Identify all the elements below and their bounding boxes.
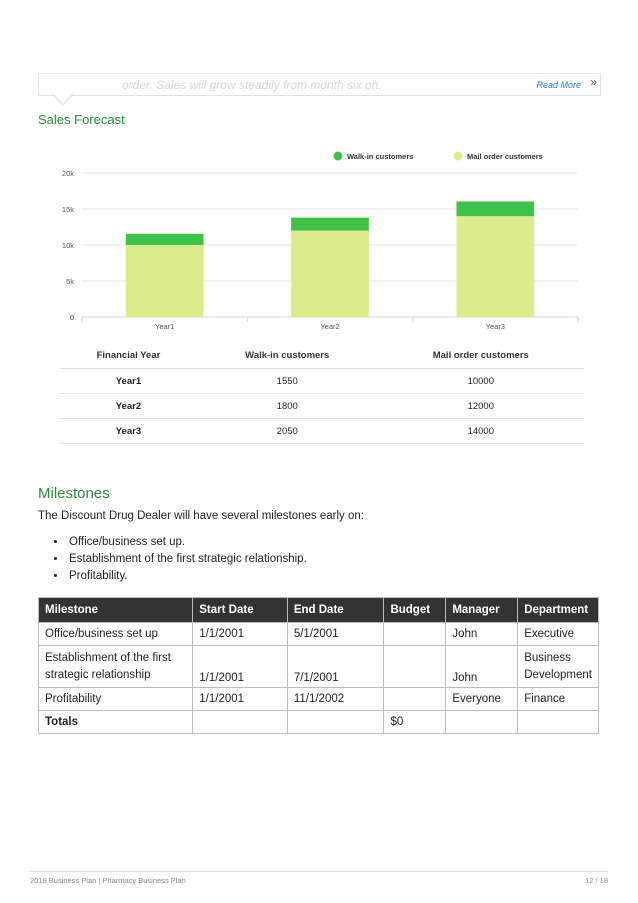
page-number: 12 / 18 — [585, 876, 608, 885]
y-tick-label: 5k — [66, 277, 74, 286]
milestones-title: Milestones — [38, 485, 110, 502]
department-header: Department — [518, 598, 599, 623]
forecast-cell: 1800 — [197, 394, 378, 419]
budget-cell — [384, 623, 446, 646]
milestones-intro: The Discount Drug Dealer will have several milestones early on: — [38, 510, 364, 522]
department-cell: Finance — [518, 688, 599, 711]
table-row — [60, 394, 584, 419]
bar-walk-in — [456, 201, 534, 216]
end-date-cell: 5/1/2001 — [287, 623, 384, 646]
forecast-cell: 14000 — [378, 419, 584, 444]
forecast-cell: 2050 — [197, 419, 378, 444]
footer-title: 2019 Business Plan | Pharmacy Business Plan — [30, 876, 186, 885]
forecast-header-year: Financial Year — [60, 342, 197, 369]
totals-row — [39, 711, 599, 734]
table-row — [60, 419, 584, 444]
start-date-header: Start Date — [193, 598, 288, 623]
start-date-cell: 1/1/2001 — [193, 688, 288, 711]
sales-forecast-chart — [30, 140, 590, 340]
table-row — [39, 646, 599, 688]
faded-preview-text: order. Sales will grow steadily from month six on. — [122, 78, 382, 92]
totals-budget: $0 — [384, 711, 446, 734]
list-item: • Profitability. — [67, 568, 307, 585]
y-tick-label: 20k — [61, 169, 74, 178]
legend-label: Walk-in customers — [347, 152, 414, 161]
legend-swatch — [454, 152, 463, 161]
department-cell: Business Development — [518, 646, 599, 688]
forecast-cell: 10000 — [378, 369, 584, 394]
bar-mail-order — [126, 245, 204, 317]
list-item: • Office/business set up. — [67, 534, 307, 551]
manager-cell: Everyone — [446, 688, 518, 711]
table-row — [39, 688, 599, 711]
forecast-cell: 1550 — [197, 369, 378, 394]
totals-label: Totals — [39, 711, 193, 734]
double-chevron-down-icon[interactable]: » — [590, 75, 597, 89]
milestone-cell: Office/business set up — [39, 623, 193, 646]
bar-walk-in — [126, 234, 204, 245]
y-tick-label: 0 — [69, 313, 74, 322]
y-tick-label: 15k — [61, 205, 74, 214]
start-date-cell: 1/1/2001 — [193, 623, 288, 646]
forecast-cell: Year1 — [60, 369, 197, 394]
start-date-cell: 1/1/2001 — [193, 646, 288, 688]
x-tick-label: Year1 — [155, 322, 175, 331]
milestone-cell: Establishment of the first strategic relationship — [39, 646, 193, 688]
end-date-cell: 11/1/2002 — [287, 688, 384, 711]
list-item: • Establishment of the first strategic relationship. — [67, 551, 307, 568]
manager-header: Manager — [446, 598, 518, 623]
forecast-table — [60, 342, 584, 444]
read-more-link[interactable]: Read More — [536, 80, 581, 90]
budget-cell — [384, 688, 446, 711]
x-tick-label: Year2 — [320, 322, 340, 331]
forecast-cell: Year3 — [60, 419, 197, 444]
end-date-header: End Date — [287, 598, 384, 623]
forecast-header-walkin: Walk-in customers — [197, 342, 378, 369]
sales-forecast-title: Sales Forecast — [38, 112, 125, 127]
legend-swatch — [334, 152, 343, 161]
legend-label: Mail order customers — [467, 152, 543, 161]
bar-walk-in — [291, 218, 369, 231]
footer-divider — [30, 871, 608, 872]
milestone-cell: Profitability — [39, 688, 193, 711]
manager-cell: John — [446, 623, 518, 646]
milestones-table — [38, 597, 599, 734]
bar-mail-order — [291, 231, 369, 317]
forecast-cell: 12000 — [378, 394, 584, 419]
end-date-cell: 7/1/2001 — [287, 646, 384, 688]
table-row — [39, 623, 599, 646]
table-row — [60, 369, 584, 394]
bar-mail-order — [456, 216, 534, 317]
x-tick-label: Year3 — [485, 322, 505, 331]
milestones-bullet-list — [38, 534, 307, 585]
forecast-cell: Year2 — [60, 394, 197, 419]
budget-header: Budget — [384, 598, 446, 623]
department-cell: Executive — [518, 623, 599, 646]
budget-cell — [384, 646, 446, 688]
forecast-header-mail: Mail order customers — [378, 342, 584, 369]
y-tick-label: 10k — [61, 241, 74, 250]
manager-cell: John — [446, 646, 518, 688]
milestone-header: Milestone — [39, 598, 193, 623]
